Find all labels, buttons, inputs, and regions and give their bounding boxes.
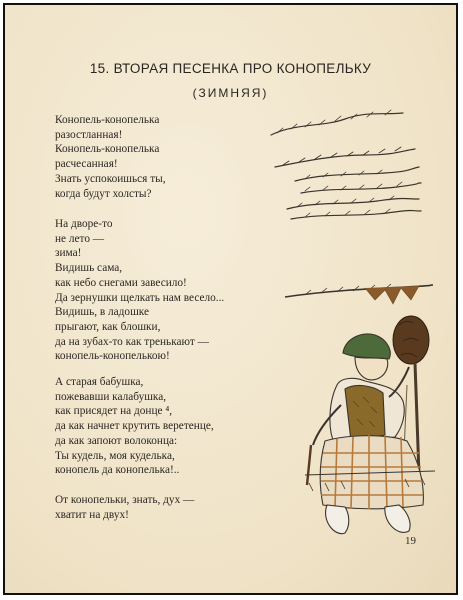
- poem-line: хватит на двух!: [55, 508, 129, 521]
- poem-line: зима!: [55, 247, 82, 260]
- poem-line: Конопель-конопелька: [55, 114, 160, 126]
- poem-line: да на зубах-то как тренькают —: [55, 335, 209, 348]
- poem-line: конопель-конопелькою!: [55, 350, 170, 363]
- poem-line: как присядет на донце ⁴,: [55, 405, 173, 418]
- hemp-tow-strand-icon: [285, 284, 433, 304]
- poem-line: прыгают, как блошки,: [55, 320, 161, 333]
- poem-line: разостланная!: [55, 128, 123, 141]
- poem-stanza-1: [55, 113, 166, 201]
- poem-line: как небо снегами завесило!: [55, 276, 187, 289]
- poem-stanza-4: [55, 493, 194, 522]
- page-subtitle: (ЗИМНЯЯ): [192, 86, 269, 100]
- poem-line: расчесанная!: [55, 158, 118, 171]
- poem-line: когда будут холсты?: [55, 187, 152, 200]
- poem-line: На дворе-то: [55, 218, 113, 230]
- poem-line: Ты кудель, моя куделька,: [55, 449, 175, 462]
- poem-stanza-3: [55, 375, 214, 478]
- poem-line: Да зернушки щелкать нам весело...: [55, 291, 225, 304]
- poem-line: да как запоют волоконца:: [55, 434, 178, 447]
- poem-line: Знать успокоишься ты,: [55, 172, 166, 185]
- poem-line: не лето —: [55, 232, 105, 245]
- poem-line: От конопельки, знать, дух —: [55, 494, 195, 506]
- book-page: [3, 3, 458, 595]
- poem-line: конопель да конопелька!..: [55, 464, 180, 477]
- poem-line: Видишь, в ладошке: [55, 306, 149, 319]
- snow-wind-strokes-icon: [271, 110, 421, 219]
- page-title: 15. ВТОРАЯ ПЕСЕНКА ПРО КОНОПЕЛЬКУ: [89, 61, 372, 76]
- poem-stanza-2: [55, 217, 224, 364]
- page-number: 19: [405, 535, 416, 547]
- poem-line: Конопель-конопелька: [55, 143, 160, 156]
- poem-line: А старая бабушка,: [55, 376, 144, 388]
- poem-line: да как начнет крутить веретенце,: [55, 420, 214, 433]
- poem-line: Видишь сама,: [55, 262, 123, 275]
- poem-line: пожевавши калабушка,: [55, 390, 167, 403]
